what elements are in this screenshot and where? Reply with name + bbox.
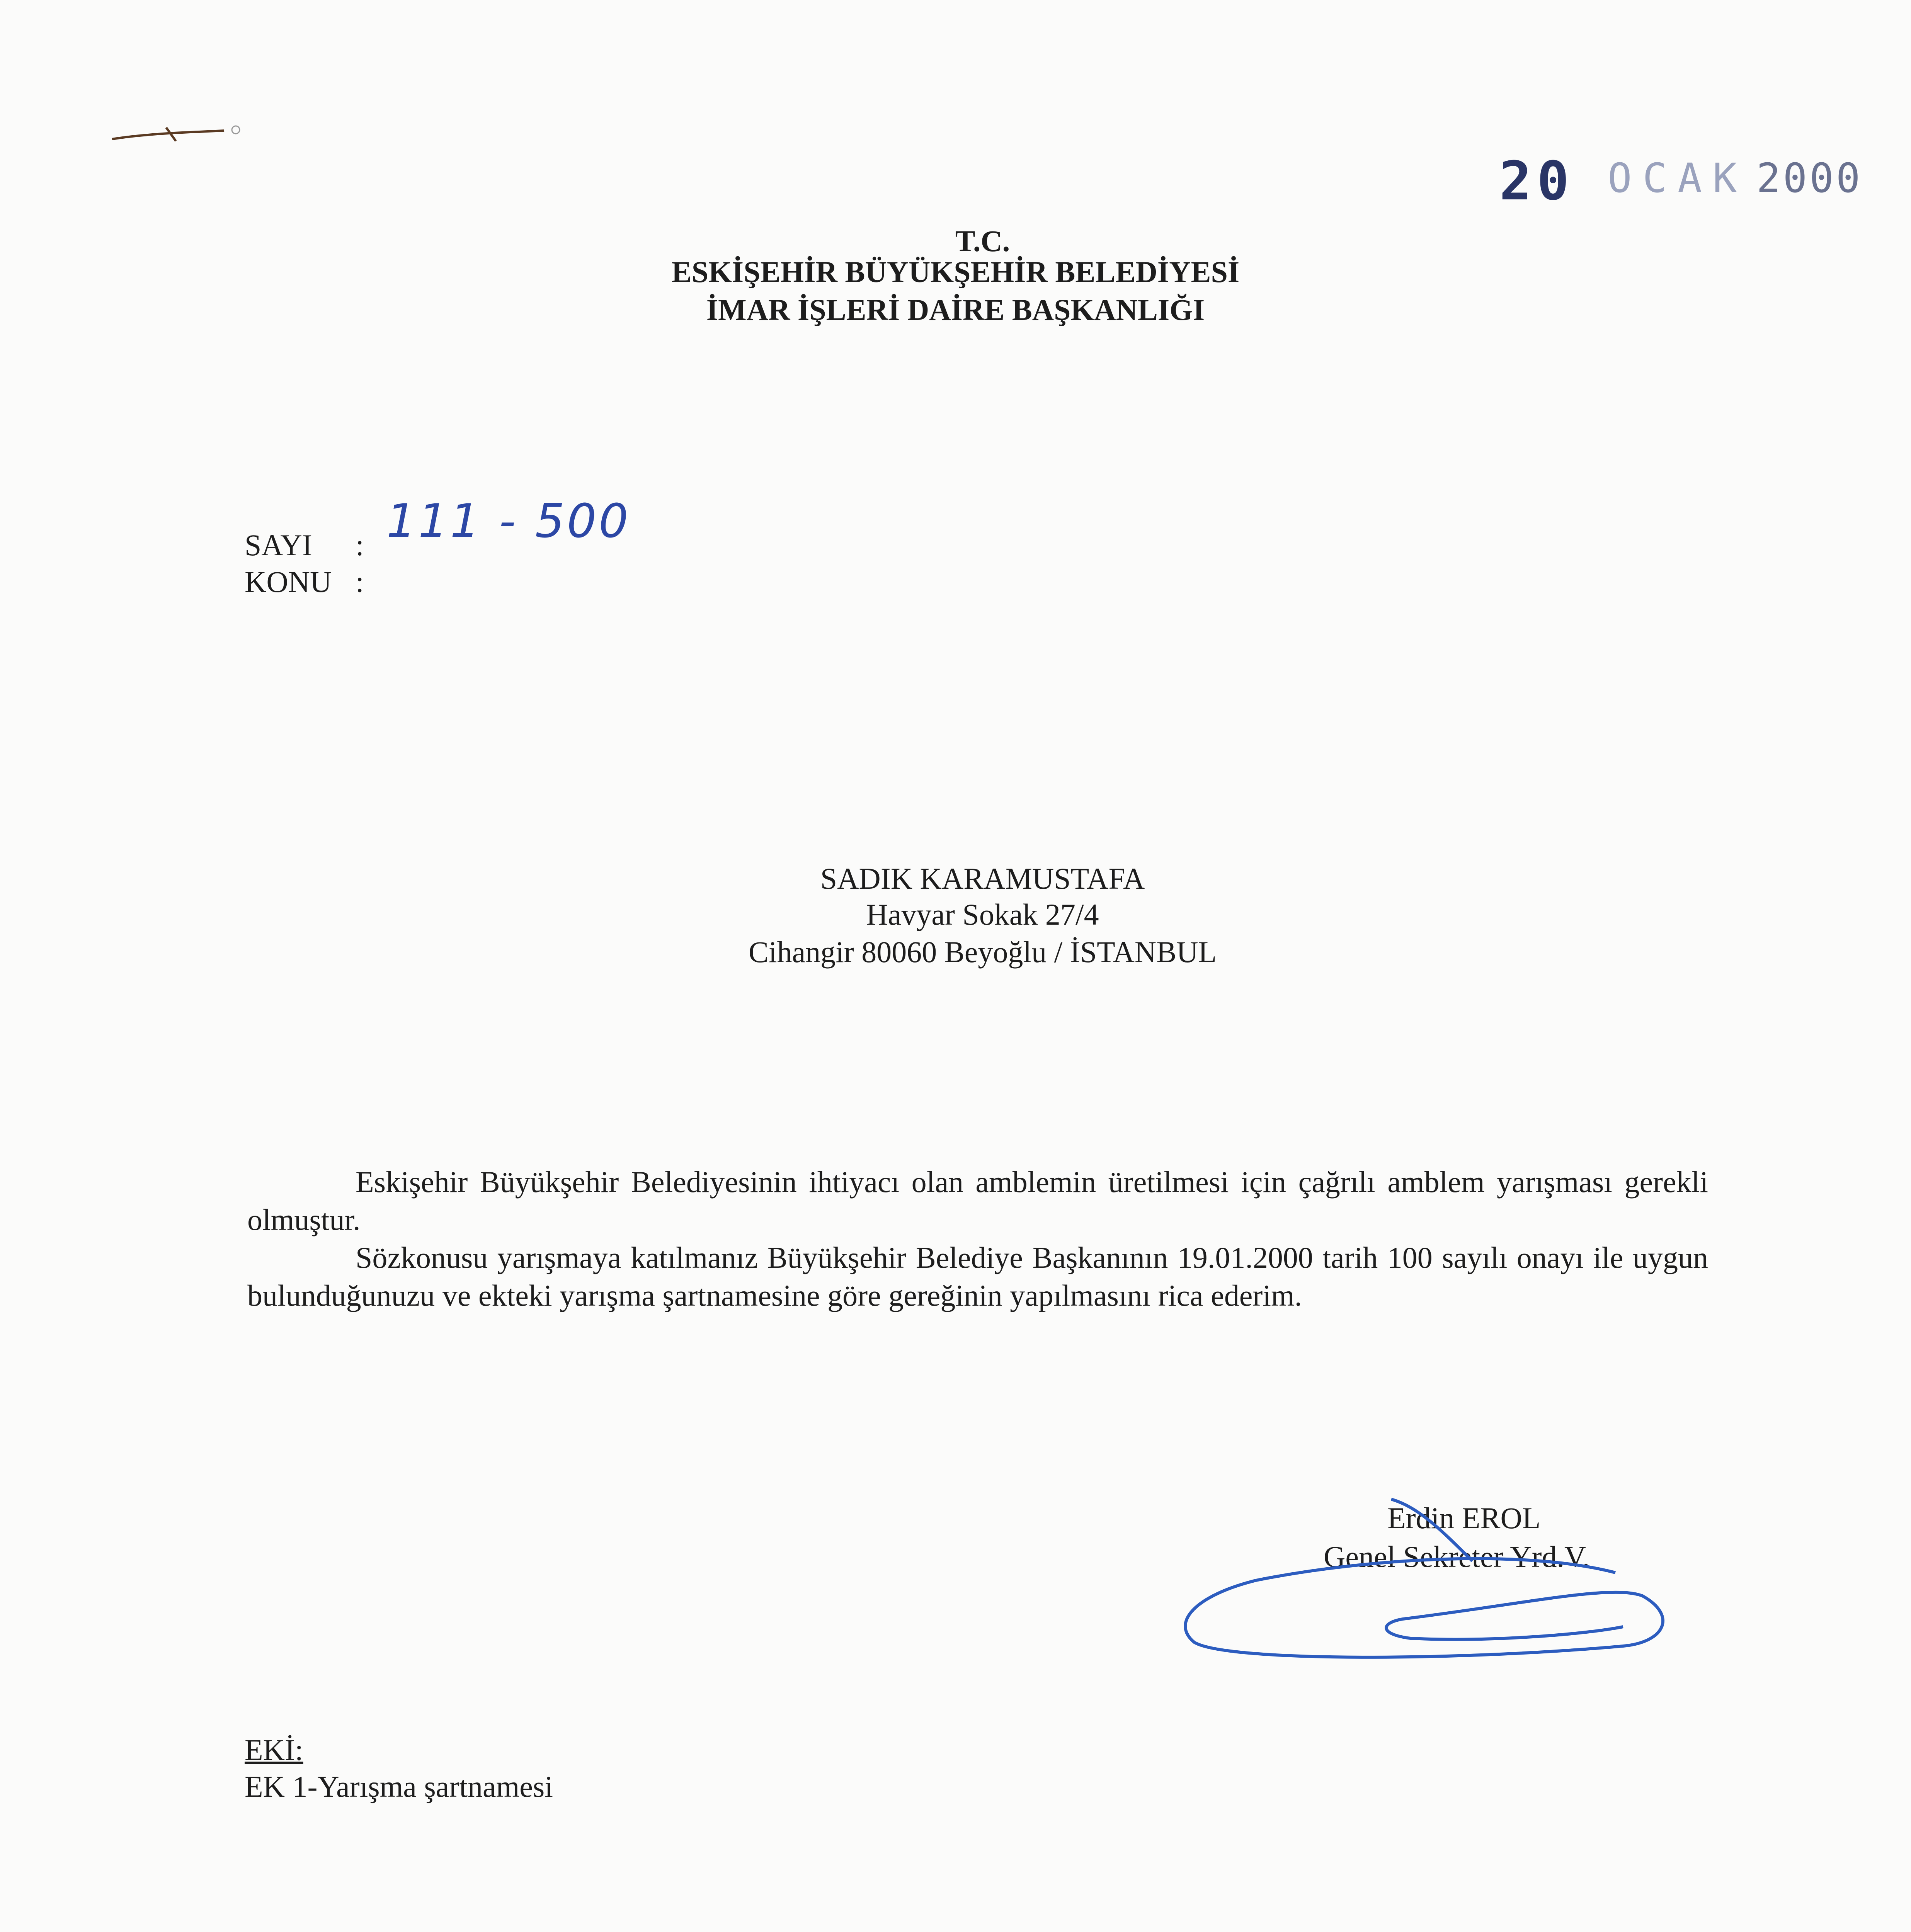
recipient-city: Cihangir 80060 Beyoğlu / İSTANBUL (748, 935, 1217, 969)
stamp-year: 2000 (1756, 155, 1863, 202)
signer-title: Genel Sekreter Yrd.V. (1324, 1540, 1590, 1573)
attachments-label: EKİ: (245, 1733, 303, 1767)
sayi-separator: : (356, 528, 364, 562)
signer-name: Erdin EROL (1387, 1501, 1541, 1535)
sayi-label: SAYI (245, 528, 312, 562)
body-paragraph-1: Eskişehir Büyükşehir Belediyesinin ihtiyacı olan amblemin üretilmesi için çağrılı amblem yarışması gerekli olmuştur. (247, 1165, 1708, 1236)
ink-mark (108, 112, 247, 155)
handwritten-signature (1179, 1480, 1681, 1689)
header-department: İMAR İŞLERİ DAİRE BAŞKANLIĞI (706, 293, 1205, 327)
recipient-street: Havyar Sokak 27/4 (866, 898, 1099, 931)
recipient-name: SADIK KARAMUSTAFA (820, 862, 1145, 895)
stamp-day: 20 (1499, 150, 1575, 212)
sayi-handwritten-value: 111 - 500 (386, 495, 631, 548)
konu-separator: : (356, 565, 364, 599)
header-municipality: ESKİŞEHİR BÜYÜKŞEHİR BELEDİYESİ (671, 255, 1240, 289)
body-paragraph-2: Sözkonusu yarışmaya katılmanız Büyükşehir Belediye Başkanının 19.01.2000 tarih 100 sayılı onayı ile uygun bulunduğunuzu ve ekteki yarışma şartnamesine göre gereğinin yapılmasını rica ederim. (247, 1241, 1708, 1312)
letter-body (247, 1163, 1708, 1315)
konu-label: KONU (245, 565, 332, 599)
header-tc: T.C. (955, 224, 1010, 258)
attachment-item-1: EK 1-Yarışma şartnamesi (245, 1770, 553, 1803)
stamp-month: OCAK (1608, 155, 1748, 202)
